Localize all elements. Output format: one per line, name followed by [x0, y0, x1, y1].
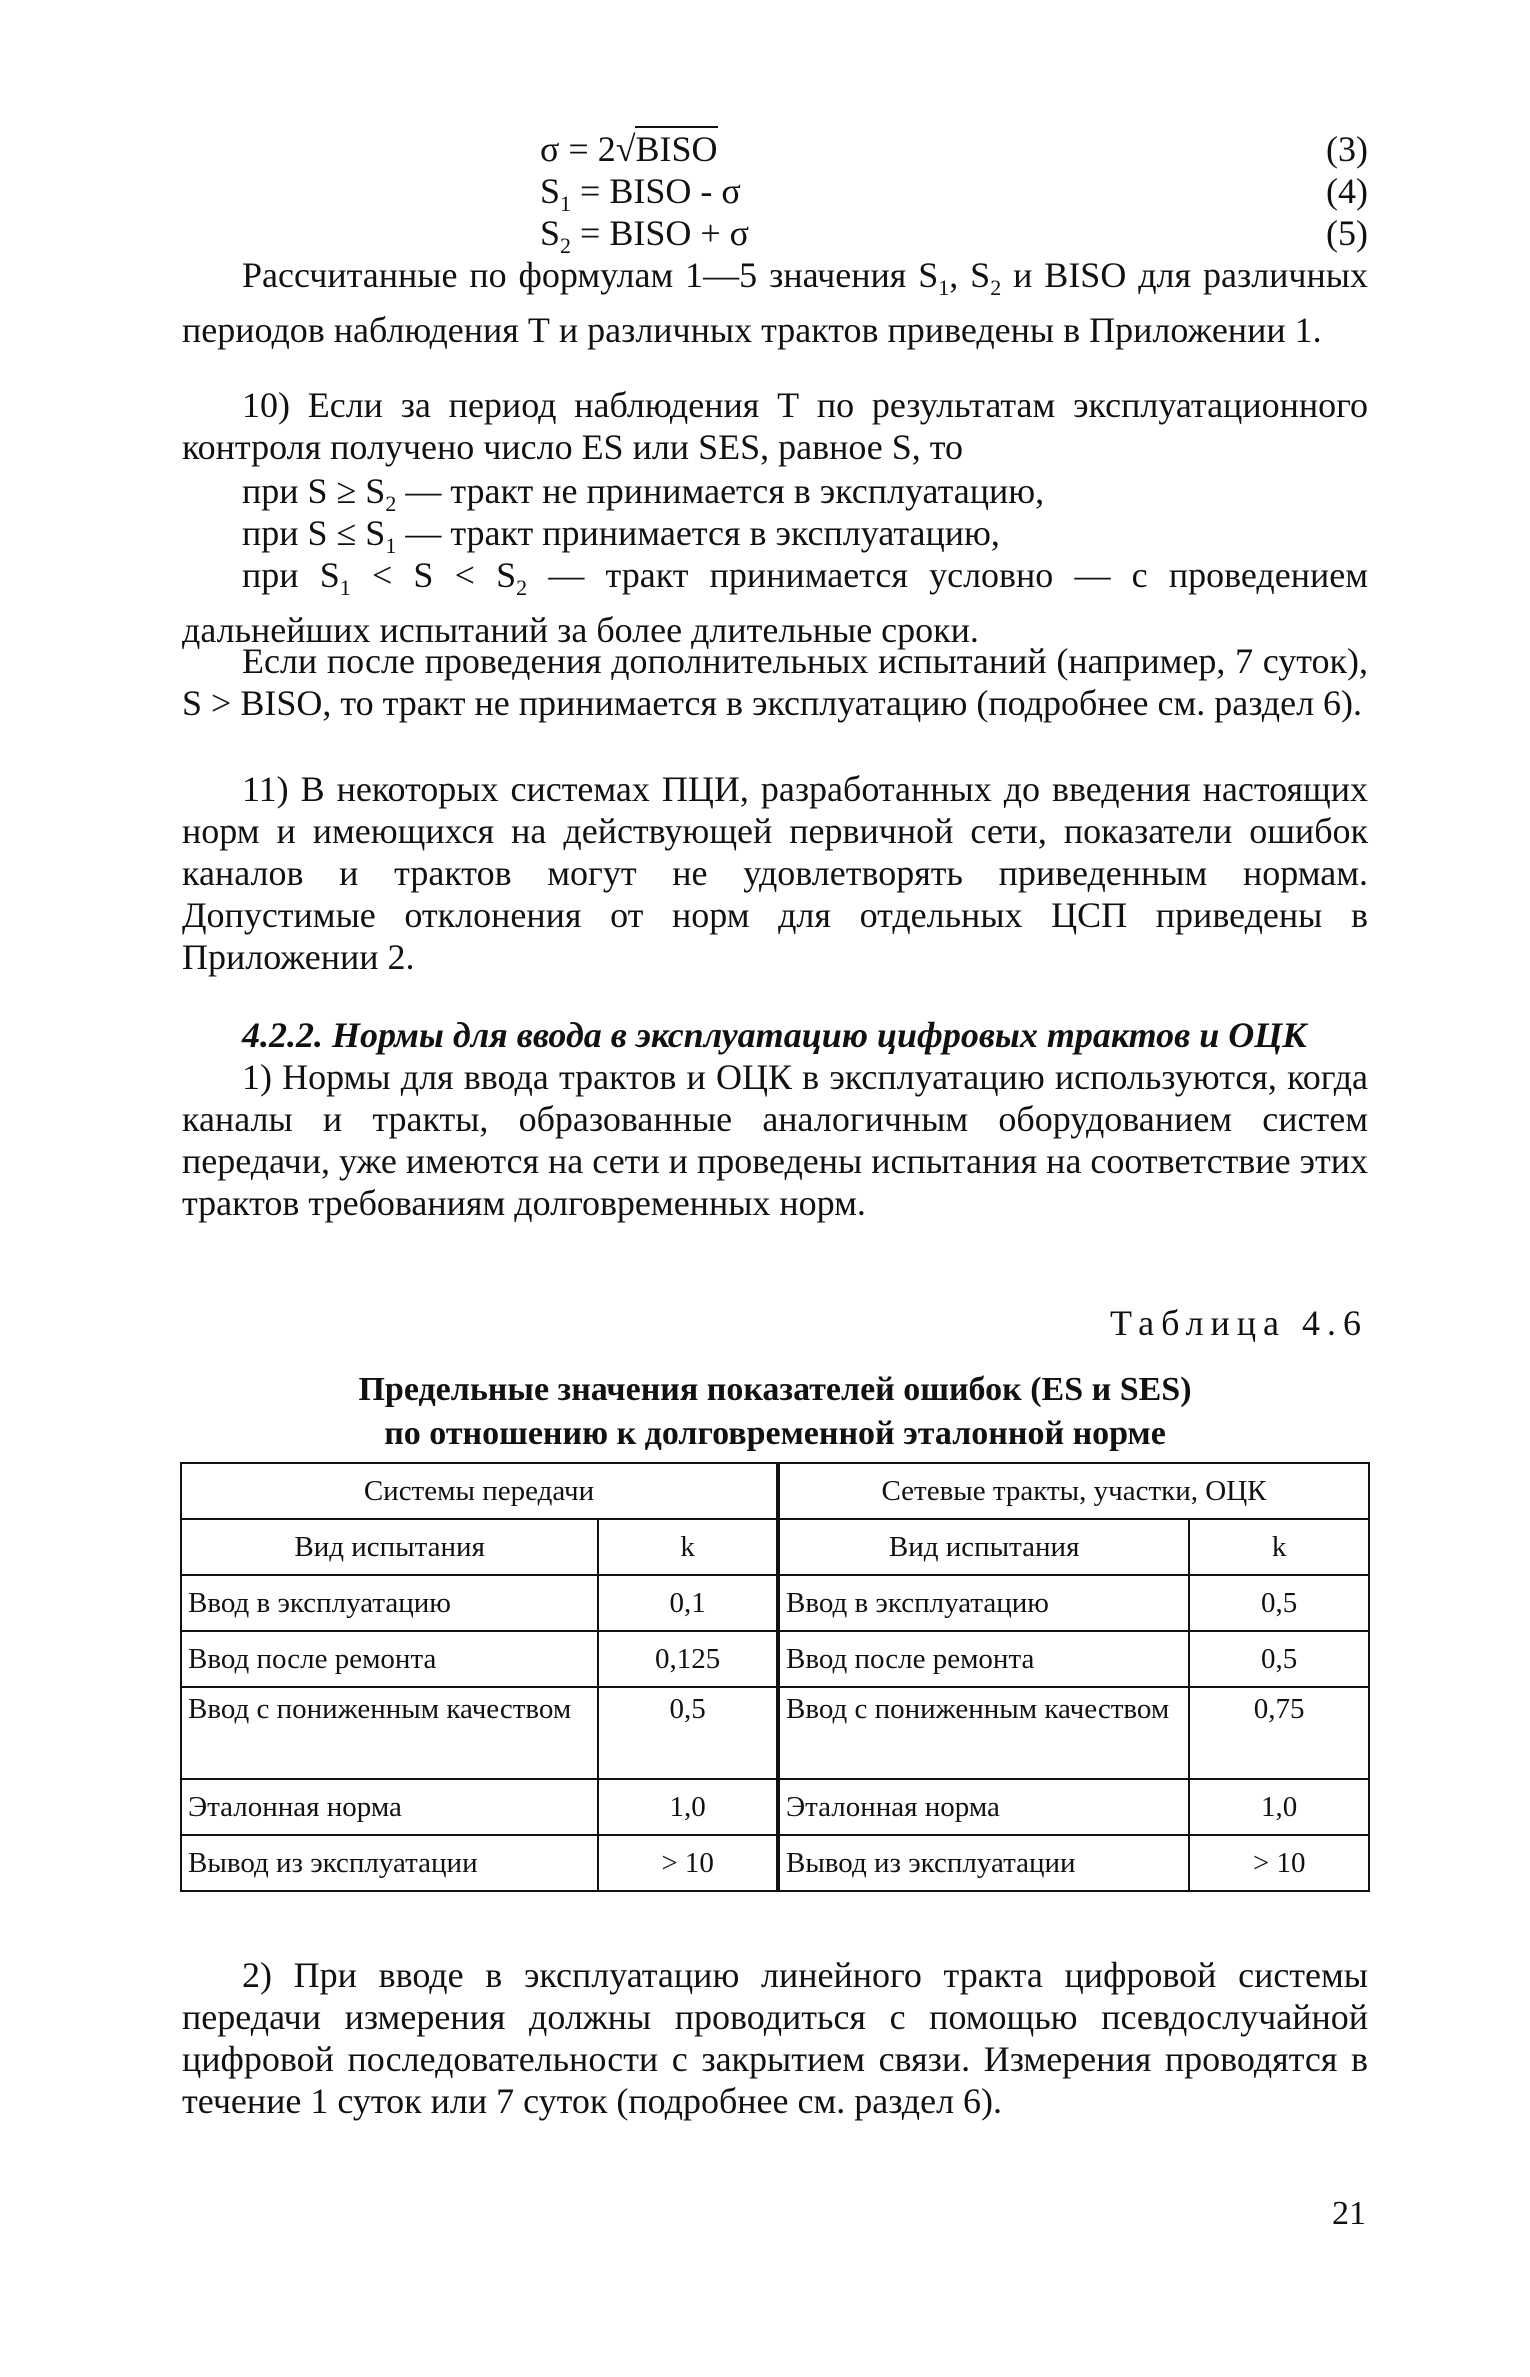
table-cell-test: Вывод из эксплуатации: [181, 1835, 598, 1891]
formula-5: [540, 212, 749, 259]
formula-3-number: (3): [1326, 129, 1368, 169]
paragraph-calculated-values: [182, 254, 1368, 351]
p1-sub-2: 2: [990, 275, 1002, 300]
table-col-k-right: k: [1189, 1519, 1369, 1575]
formula-3: [540, 128, 718, 170]
table-row: [181, 1631, 1369, 1687]
table-title-line-2: по отношению к долговременной эталонной норме: [384, 1415, 1166, 1452]
table-cell-k: > 10: [1189, 1835, 1369, 1891]
table-group-left: Системы передачи: [181, 1463, 778, 1519]
condition-3-a: при S: [242, 555, 340, 595]
error-limits-table: [180, 1462, 1370, 1892]
condition-3-sub-1: 1: [339, 575, 351, 600]
formula-4-number: (4): [1326, 171, 1368, 211]
condition-3-c: — тракт принимается условно — с проведением дальнейших испытаний за более длительные сроки.: [182, 555, 1368, 650]
table-caption: Таблица 4.6: [1110, 1303, 1368, 1343]
table-group-right: Сетевые тракты, участки, ОЦК: [778, 1463, 1369, 1519]
table-cell-test: Вывод из эксплуатации: [778, 1835, 1189, 1891]
table-cell-k: 0,5: [1189, 1631, 1369, 1687]
table-col-test-right: Вид испытания: [778, 1519, 1189, 1575]
paragraph-section-item-2: 2) При вводе в эксплуатацию линейного тракта цифровой системы передачи измерения должны проводиться с помощью псевдослучайной цифровой последовательности с закрытием связи. Измерения проводятся в течение 1 суток или 7 суток (подробнее см. раздел 6).: [182, 1955, 1368, 2121]
table-cell-k: > 10: [598, 1835, 778, 1891]
table-row: [181, 1575, 1369, 1631]
table-cell-k: 0,1: [598, 1575, 778, 1631]
formula-5-rhs: = BISO + σ: [571, 213, 750, 253]
condition-2-post: — тракт принимается в эксплуатацию,: [396, 513, 1000, 553]
formula-3-lhs: σ = 2√: [540, 129, 636, 169]
formula-3-radicand: BISO: [635, 126, 717, 169]
page-number: 21: [1332, 2195, 1366, 2232]
table-cell-test: Эталонная норма: [181, 1779, 598, 1835]
table-cell-k: 1,0: [598, 1779, 778, 1835]
section-heading: 4.2.2. Нормы для ввода в эксплуатацию цифровых трактов и ОЦК: [242, 1015, 1307, 1055]
table-cell-k: 0,5: [598, 1687, 778, 1779]
table-column-header-row: [181, 1519, 1369, 1575]
paragraph-item-10: 10) Если за период наблюдения Т по результатам эксплуатационного контроля получено число ES или SES, равное S, то: [182, 385, 1368, 467]
table-cell-test: Ввод с пониженным качеством: [778, 1687, 1189, 1779]
table-row: [181, 1779, 1369, 1835]
formula-4: [540, 170, 741, 217]
condition-1-post: — тракт не принимается в эксплуатацию,: [396, 471, 1045, 511]
table-cell-test: Ввод с пониженным качеством: [181, 1687, 598, 1779]
table-cell-test: Эталонная норма: [778, 1779, 1189, 1835]
table-row: [181, 1835, 1369, 1891]
condition-3-b: < S < S: [350, 555, 517, 595]
p1-text-c: и BISO для различных периодов наблюдения Т и различных трактов приведены в Приложении 1.: [182, 255, 1368, 350]
condition-1-pre: при S ≥ S: [242, 471, 386, 511]
condition-2-sub: 1: [385, 533, 397, 558]
table-title-line-1: Предельные значения показателей ошибок (ES и SES): [358, 1371, 1192, 1408]
table-cell-test: Ввод в эксплуатацию: [181, 1575, 598, 1631]
table-group-header-row: [181, 1463, 1369, 1519]
condition-2-pre: при S ≤ S: [242, 513, 386, 553]
paragraph-section-item-1: 1) Нормы для ввода трактов и ОЦК в эксплуатацию используются, когда каналы и тракты, образованные аналогичным оборудованием систем передачи, уже имеются на сети и проведены испытания на соответствие этих трактов требованиям долговременных норм.: [182, 1057, 1368, 1223]
paragraph-item-11: 11) В некоторых системах ПЦИ, разработанных до введения настоящих норм и имеющихся на действующей первичной сети, показатели ошибок каналов и трактов могут не удовлетворять приведенным нормам. Допустимые отклонения от норм для отдельных ЦСП приведены в Приложении 2.: [182, 769, 1368, 977]
table-cell-test: Ввод после ремонта: [181, 1631, 598, 1687]
condition-3-sub-2: 2: [516, 575, 528, 600]
table-cell-test: Ввод после ремонта: [778, 1631, 1189, 1687]
table-col-k-left: k: [598, 1519, 778, 1575]
paragraph-additional-tests: Если после проведения дополнительных испытаний (например, 7 суток), S > BISO, то тракт не принимается в эксплуатацию (подробнее см. раздел 6).: [182, 641, 1368, 723]
table-cell-k: 1,0: [1189, 1779, 1369, 1835]
table-row: [181, 1687, 1369, 1779]
formula-4-s: S: [540, 171, 561, 211]
table-cell-k: 0,125: [598, 1631, 778, 1687]
formula-5-number: (5): [1326, 213, 1368, 253]
formula-4-sub: 1: [560, 191, 572, 216]
condition-1-sub: 2: [385, 491, 397, 516]
p1-sub-1: 1: [938, 275, 950, 300]
table-col-test-left: Вид испытания: [181, 1519, 598, 1575]
formula-5-s: S: [540, 213, 561, 253]
condition-3: [182, 554, 1368, 651]
table-cell-k: 0,5: [1189, 1575, 1369, 1631]
table-cell-k: 0,75: [1189, 1687, 1369, 1779]
p1-text-b: , S: [949, 255, 991, 295]
formula-5-sub: 2: [560, 233, 572, 258]
table-cell-test: Ввод в эксплуатацию: [778, 1575, 1189, 1631]
formula-4-rhs: = BISO - σ: [571, 171, 741, 211]
p1-text-a: Рассчитанные по формулам 1—5 значения S: [242, 255, 939, 295]
